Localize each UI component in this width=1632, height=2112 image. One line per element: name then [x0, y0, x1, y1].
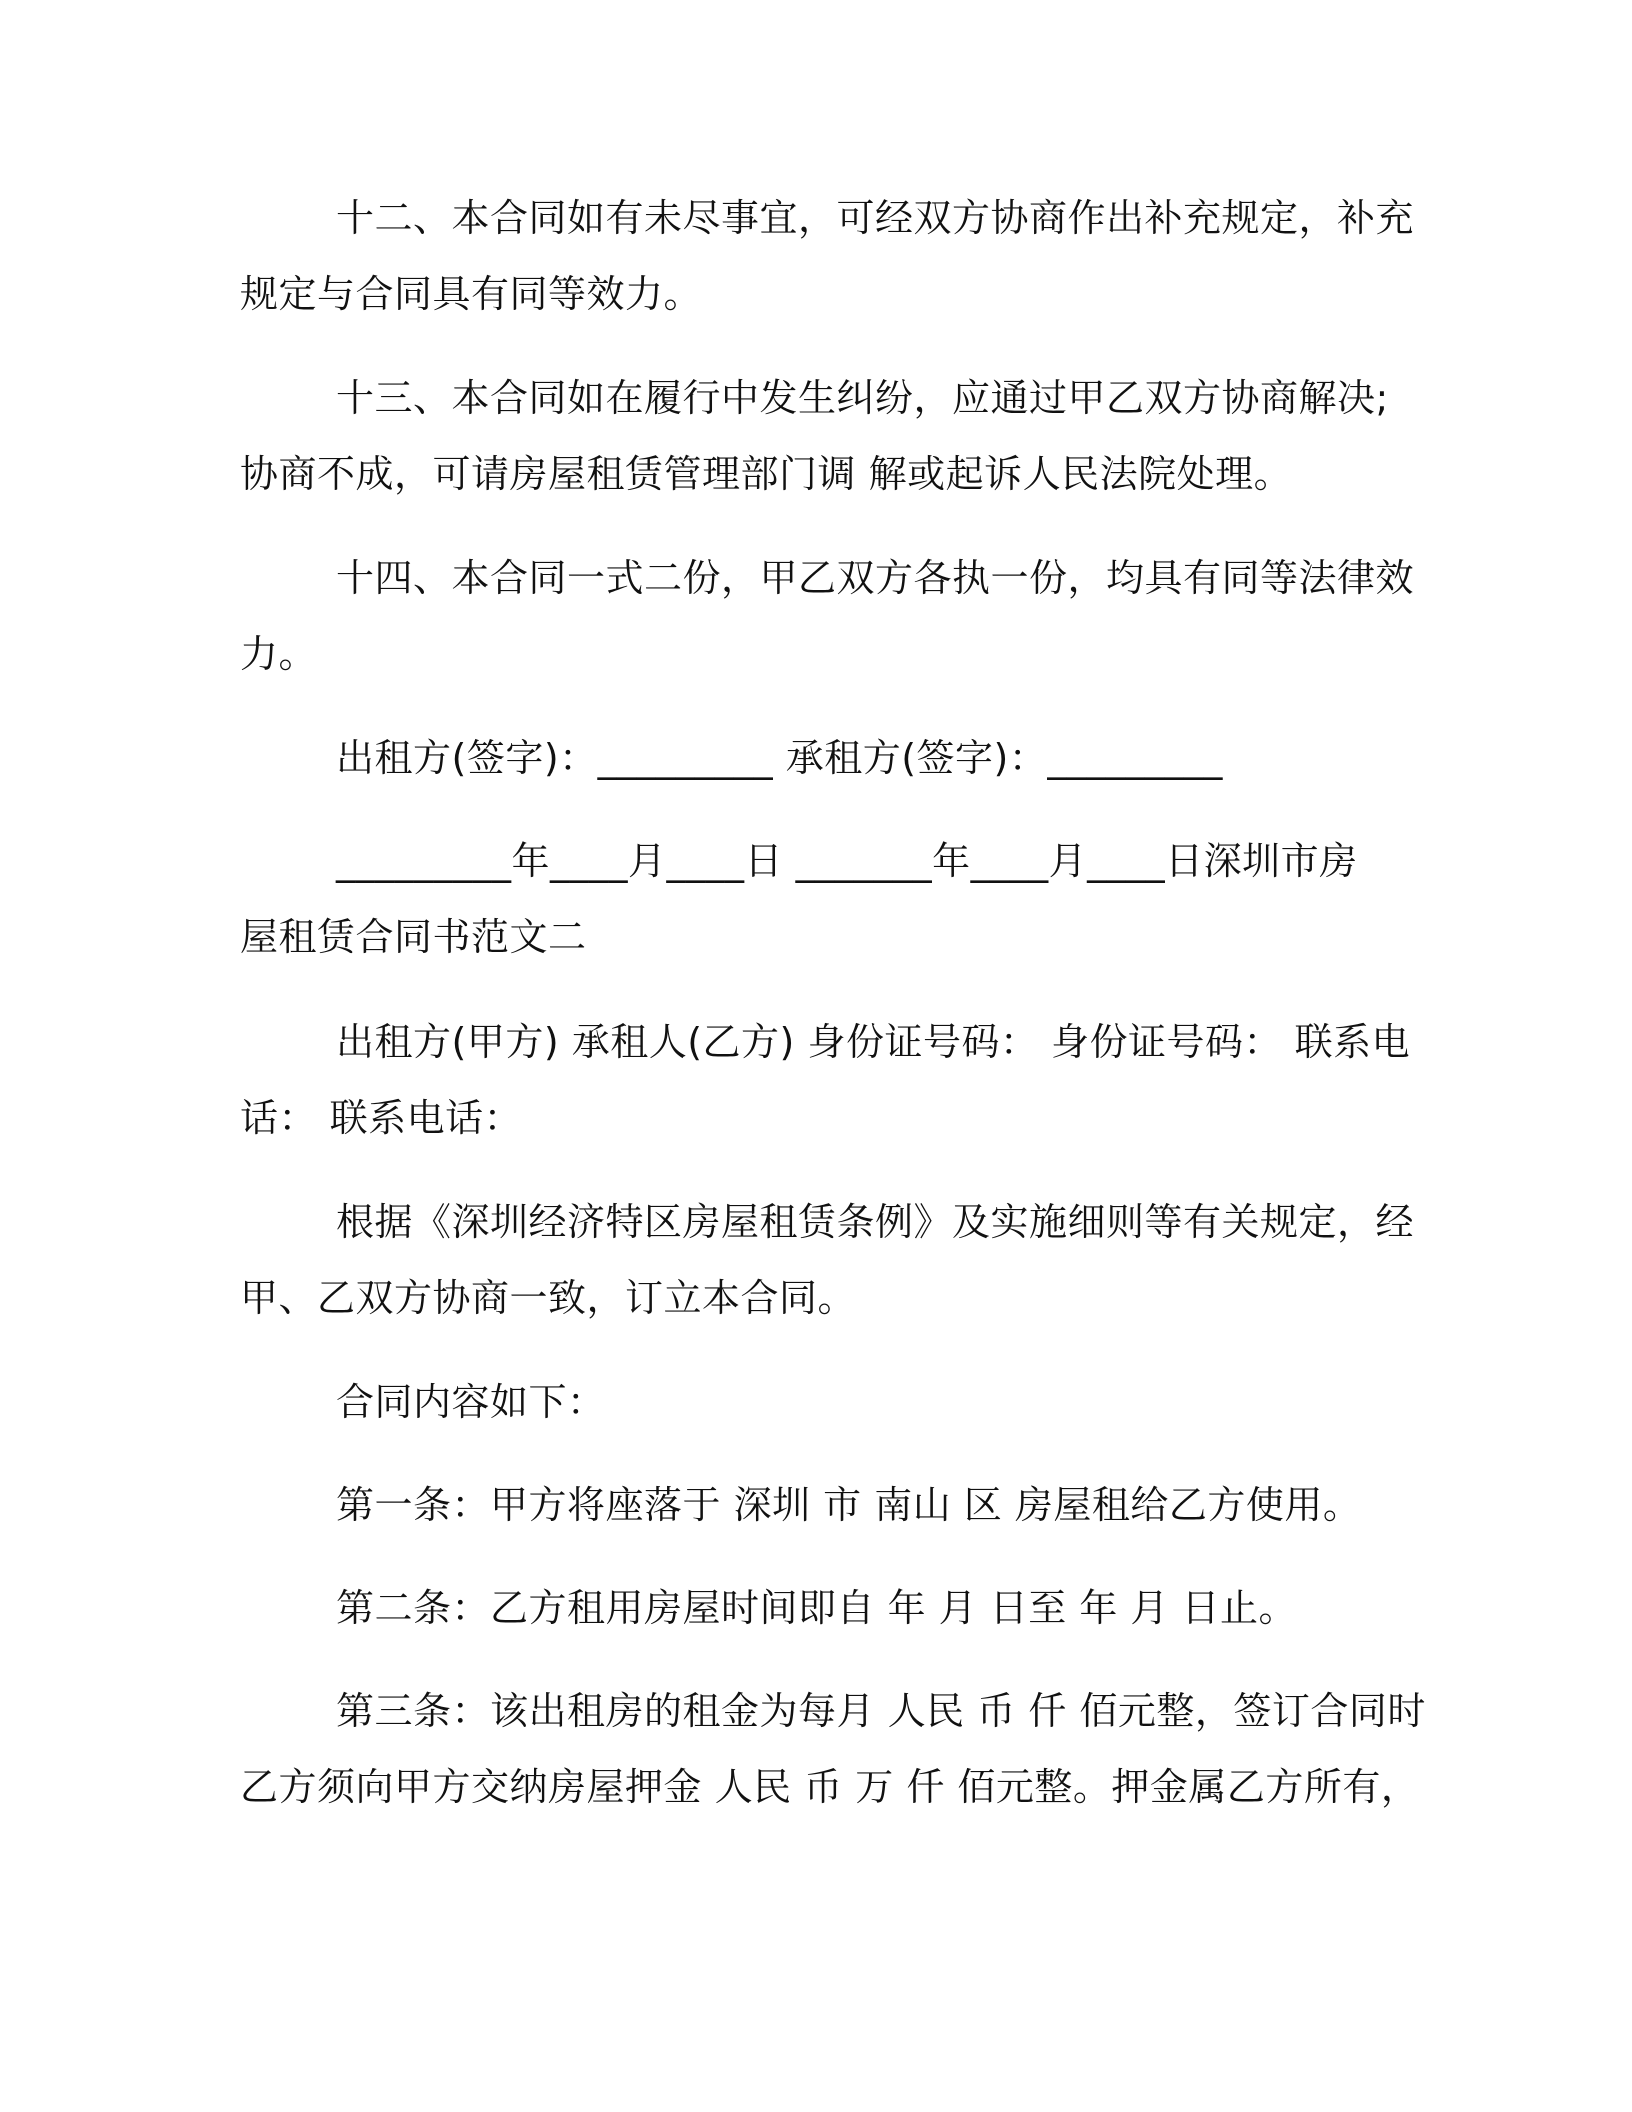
clause-13 [240, 360, 1389, 512]
signature-line-text: 出租方(签字)：_________ 承租方(签字)：_________ [336, 736, 1223, 780]
article-2 [240, 1570, 1380, 1646]
contents-heading [240, 1364, 1380, 1440]
basis-paragraph [240, 1184, 1415, 1336]
contents-heading-text: 合同内容如下： [336, 1380, 606, 1424]
article-1 [240, 1467, 1380, 1543]
clause-12-line-1: 十二、本合同如有未尽事宜，可经双方协商作出补充规定，补充 [336, 196, 1415, 240]
second-sample-title: 屋租赁合同书范文二 [240, 915, 587, 959]
date-and-title [240, 823, 1380, 975]
parties-info-line-2: 话： 联系电话： [240, 1096, 523, 1140]
article-3-line-1: 第三条：该出租房的租金为每月 人民 币 仟 佰元整，签订合同时 [336, 1689, 1426, 1733]
clause-13-line-1: 十三、本合同如在履行中发生纠纷，应通过甲乙双方协商解决; [336, 376, 1389, 420]
clause-12 [240, 180, 1415, 332]
article-3-line-2: 乙方须向甲方交纳房屋押金 人民 币 万 仟 佰元整。押金属乙方所有， [240, 1765, 1420, 1809]
clause-14-line-2: 力。 [240, 632, 318, 676]
clause-14-line-1: 十四、本合同一式二份，甲乙双方各执一份，均具有同等法律效 [336, 556, 1415, 600]
basis-line-1: 根据《深圳经济特区房屋租赁条例》及实施细则等有关规定，经 [336, 1200, 1415, 1244]
clause-13-line-2: 协商不成，可请房屋租赁管理部门调 解或起诉人民法院处理。 [240, 452, 1293, 496]
article-3 [240, 1673, 1426, 1825]
clause-14 [240, 540, 1415, 692]
signature-line [240, 720, 1380, 796]
basis-line-2: 甲、乙双方协商一致，订立本合同。 [240, 1276, 857, 1320]
date-line: _________年____月____日 _______年____月____日深圳市房 [336, 839, 1358, 883]
article-2-text: 第二条：乙方租用房屋时间即自 年 月 日至 年 月 日止。 [336, 1586, 1297, 1630]
clause-12-line-2: 规定与合同具有同等效力。 [240, 272, 703, 316]
article-1-text: 第一条：甲方将座落于 深圳 市 南山 区 房屋租给乙方使用。 [336, 1483, 1362, 1527]
parties-info-line-1: 出租方(甲方) 承租人(乙方) 身份证号码： 身份证号码： 联系电 [336, 1020, 1411, 1064]
parties-info [240, 1004, 1411, 1156]
